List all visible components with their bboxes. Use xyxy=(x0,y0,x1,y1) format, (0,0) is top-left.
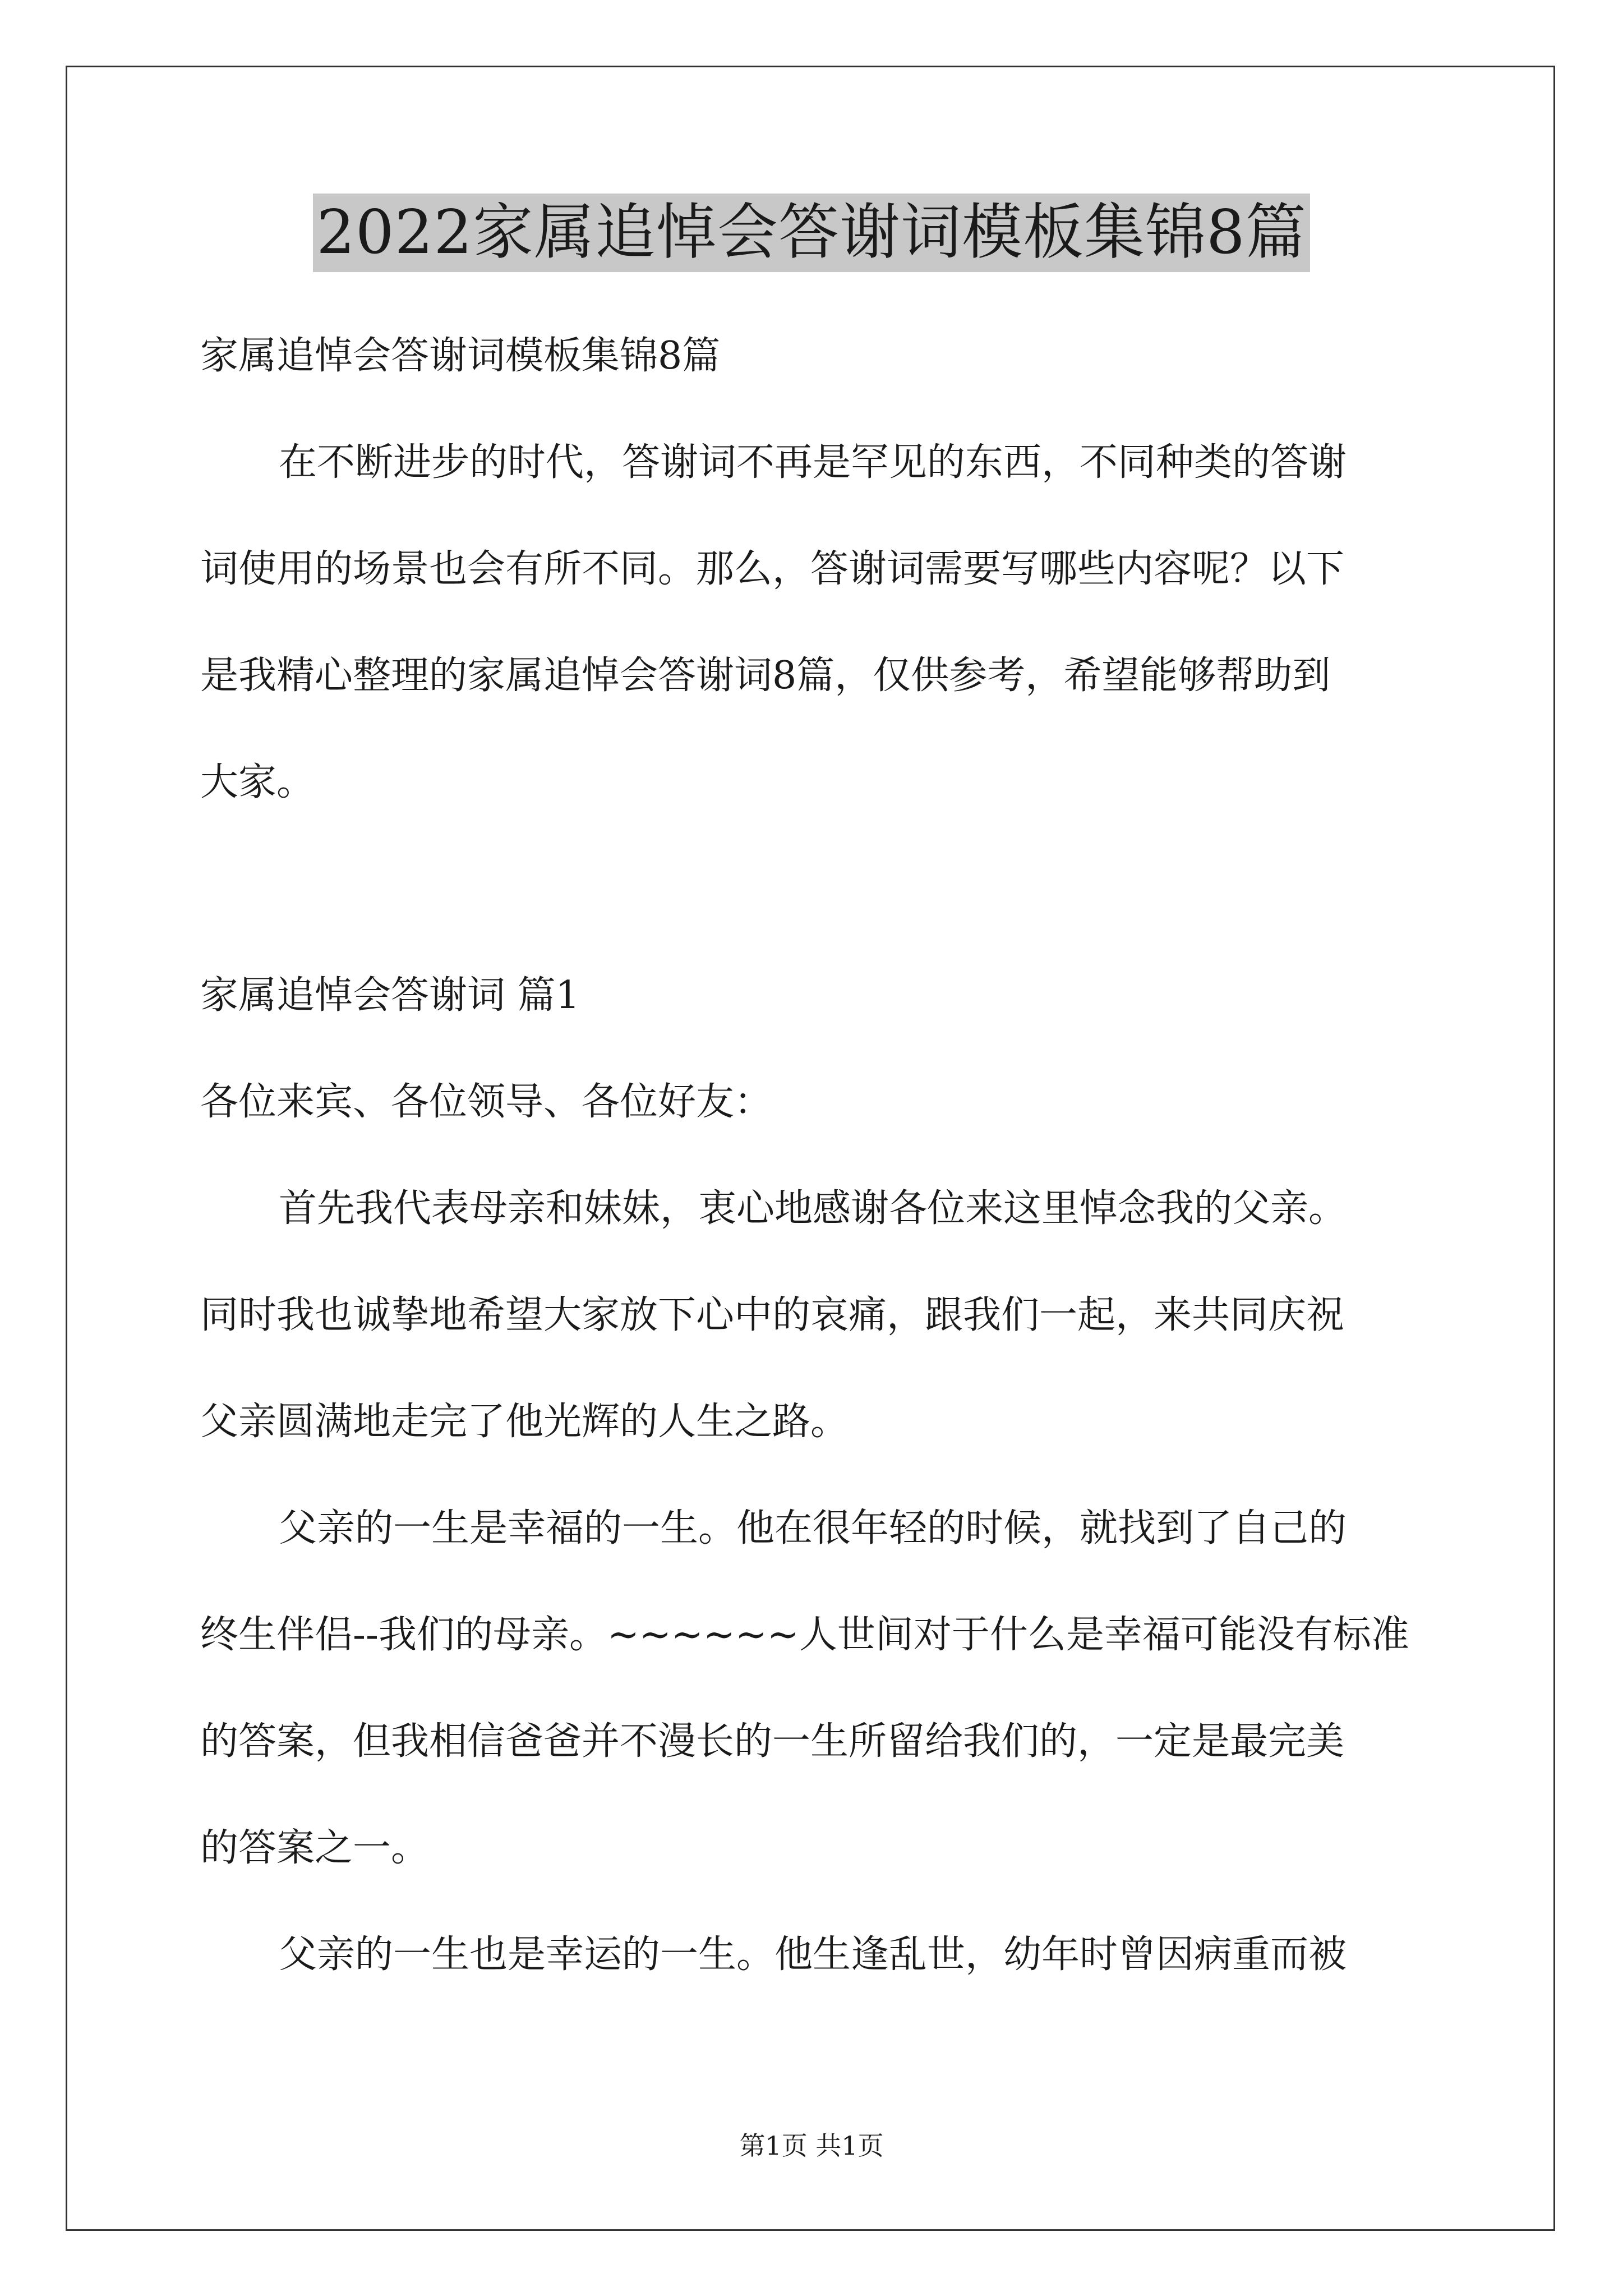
text-line: 家属追悼会答谢词 篇1 xyxy=(200,973,580,1018)
title-container xyxy=(0,194,1623,272)
text-line: 终生伴侣--我们的母亲。~~~~~~人世间对于什么是幸福可能没有标准 xyxy=(200,1613,1409,1657)
text-line: 父亲的一生是幸福的一生。他在很年轻的时候，就找到了自己的 xyxy=(279,1506,1347,1550)
text-line: 父亲圆满地走完了他光辉的人生之路。 xyxy=(200,1400,849,1444)
text-line: 家属追悼会答谢词模板集锦8篇 xyxy=(200,334,721,378)
text-line: 是我精心整理的家属追悼会答谢词8篇，仅供参考，希望能够帮助到 xyxy=(200,654,1331,698)
text-line: 词使用的场景也会有所不同。那么，答谢词需要写哪些内容呢？以下 xyxy=(200,547,1345,591)
paragraph-gap xyxy=(200,836,1434,942)
page-footer: 第1页 共1页 xyxy=(739,2131,884,2161)
document-title: 2022家属追悼会答谢词模板集锦8篇 xyxy=(313,194,1310,272)
text-line: 的答案，但我相信爸爸并不漫长的一生所留给我们的，一定是最完美 xyxy=(200,1719,1345,1764)
text-line: 的答案之一。 xyxy=(200,1826,430,1870)
text-line: 首先我代表母亲和妹妹，衷心地感谢各位来这里悼念我的父亲。 xyxy=(279,1186,1347,1231)
text-line: 大家。 xyxy=(200,760,315,804)
text-line: 父亲的一生也是幸运的一生。他生逢乱世，幼年时曾因病重而被 xyxy=(279,1932,1347,1977)
document-body xyxy=(200,303,1434,2008)
text-line: 在不断进步的时代，答谢词不再是罕见的东西，不同种类的答谢 xyxy=(279,440,1347,485)
text-line: 各位来宾、各位领导、各位好友： xyxy=(200,1080,773,1124)
text-line: 同时我也诚挚地希望大家放下心中的哀痛，跟我们一起，来共同庆祝 xyxy=(200,1293,1345,1337)
